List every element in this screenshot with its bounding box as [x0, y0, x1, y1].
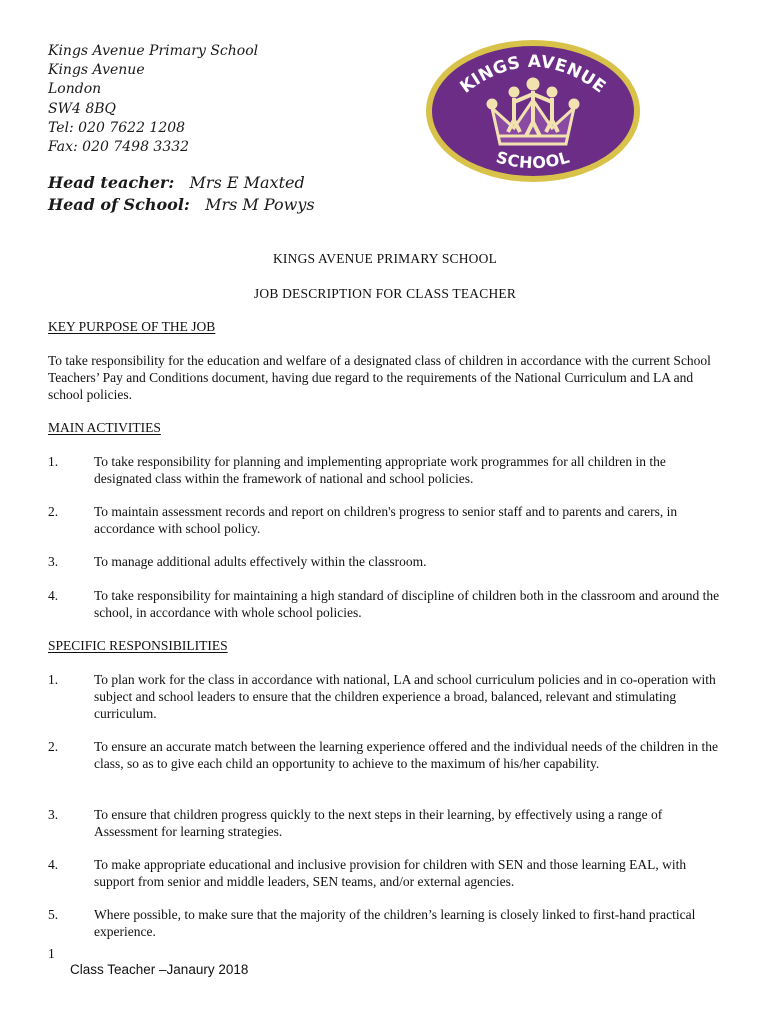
main-activity-item [48, 553, 728, 570]
address-tel: Tel: 020 7622 1208 [48, 119, 186, 136]
document-title: JOB DESCRIPTION FOR CLASS TEACHER [253, 286, 517, 301]
item-number: 3. [48, 554, 59, 569]
main-activity-item [48, 587, 728, 621]
item-text: To manage additional adults effectively within the classroom. [94, 554, 427, 569]
main-activity-item [48, 453, 728, 487]
item-number: 4. [48, 857, 59, 872]
school-heading: KINGS AVENUE PRIMARY SCHOOL [272, 251, 498, 266]
school-address [48, 42, 258, 157]
head-teacher-line [48, 172, 315, 194]
item-number: 4. [48, 588, 59, 603]
responsibility-item [48, 738, 728, 772]
school-logo [422, 36, 644, 186]
key-purpose-text: To take responsibility for the education and welfare of a designated class of children in accordance with the current School Teachers’ Pay and Conditions document, having due regard to the requirements of the National Curriculum and LA and school policies. [48, 353, 711, 402]
item-text: To maintain assessment records and report on children's progress to senior staff and to parents and carers, in accordance with school policy. [94, 504, 678, 536]
head-teacher-label: Head teacher: [48, 173, 175, 192]
address-city: London [48, 81, 102, 98]
main-activity-item [48, 503, 728, 537]
item-number: 2. [48, 504, 59, 519]
page-number: 1 [48, 946, 55, 961]
staff-block [48, 172, 315, 216]
responsibility-item [48, 856, 728, 890]
responsibility-item [48, 906, 728, 940]
item-text: To ensure an accurate match between the learning experience offered and the individual needs of the children in the class, so as to give each child an opportunity to achieve to the maximum of his/her capability. [94, 739, 719, 771]
item-text: To plan work for the class in accordance with national, LA and school curriculum policies and in co-operation with subject and school leaders to ensure that the children experience a broad, balanced, relevant and stimulating curriculum. [94, 672, 716, 721]
head-of-school-line [48, 194, 315, 216]
item-number: 1. [48, 672, 59, 687]
address-street: Kings Avenue [48, 62, 145, 79]
item-text: To take responsibility for planning and implementing appropriate work programmes for all children in the designated class within the framework of national and school policies. [94, 454, 666, 486]
address-fax: Fax: 020 7498 3332 [48, 139, 190, 156]
page-footer: Class Teacher –Janaury 2018 [70, 962, 249, 977]
item-text: Where possible, to make sure that the majority of the children’s learning is closely linked to first-hand practical experience. [94, 907, 696, 939]
responsibility-item [48, 806, 728, 840]
logo-bottom-text: SCHOOL [494, 147, 572, 173]
item-number: 3. [48, 807, 59, 822]
main-activities-heading: MAIN ACTIVITIES [48, 420, 161, 435]
address-postcode: SW4 8BQ [48, 100, 117, 117]
item-number: 1. [48, 454, 59, 469]
item-text: To ensure that children progress quickly to the next steps in their learning, by effectively using a range of Assessment for learning strategies. [94, 807, 663, 839]
responsibility-item [48, 671, 728, 722]
logo-top-text: KINGS AVENUE [456, 51, 610, 98]
address-school-name: Kings Avenue Primary School [48, 43, 259, 59]
head-of-school-name: Mrs M Powys [205, 195, 315, 214]
key-purpose-heading: KEY PURPOSE OF THE JOB [48, 319, 216, 334]
item-number: 5. [48, 907, 59, 922]
item-text: To make appropriate educational and inclusive provision for children with SEN and those learning EAL, with support from senior and middle leaders, SEN teams, and/or external agencies. [94, 857, 687, 889]
item-text: To take responsibility for maintaining a high standard of discipline of children both in the classroom and around the school, in accordance with whole school policies. [94, 588, 720, 620]
head-of-school-label: Head of School: [48, 195, 190, 214]
item-number: 2. [48, 739, 59, 754]
specific-responsibilities-heading: SPECIFIC RESPONSIBILITIES [48, 638, 228, 653]
head-teacher-name: Mrs E Maxted [189, 173, 305, 192]
